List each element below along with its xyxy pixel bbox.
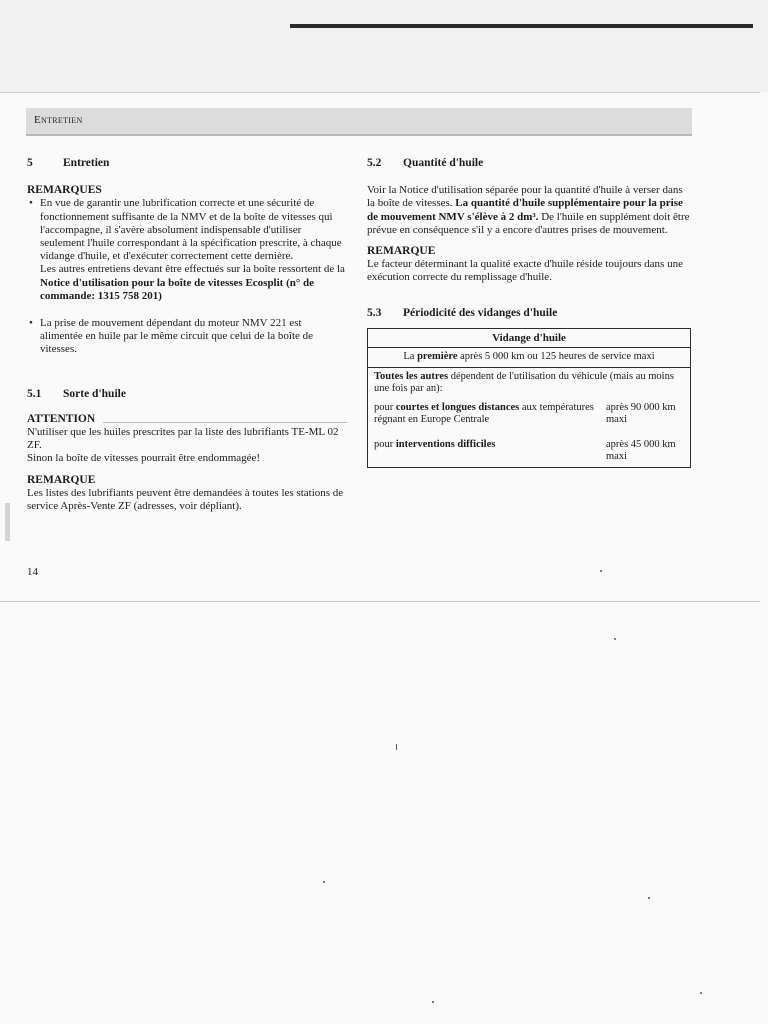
section-number: 5 <box>27 157 33 169</box>
scan-speck <box>614 638 616 640</box>
table-bold-text: première <box>417 351 458 363</box>
table-subrow <box>374 439 684 464</box>
attention-heading <box>27 413 347 426</box>
page-bottom-edge <box>0 601 760 602</box>
quantity-text: Voir la Notice d'utilisation séparée pour la quantité d'huile à verser dans la boîte de vitesses. <box>367 184 683 210</box>
table-text: pour <box>374 438 396 450</box>
remarque-heading: REMARQUE <box>367 245 436 258</box>
section-header-title: Entretien <box>34 114 83 126</box>
quantity-text-end: De l'huile en supplément doit être prévue en conséquence s'il y a encore d'autres prises de mouvement. <box>367 210 690 236</box>
table-row <box>368 368 690 467</box>
attention-text: N'utiliser que les huiles prescrites par la liste des lubrifiants TE-ML 02 ZF. <box>27 426 339 452</box>
section-title: Sorte d'huile <box>63 387 126 400</box>
attention-warning: Sinon la boîte de vitesses pourrait être endommagée! <box>27 452 261 465</box>
quantity-bold-text: La quantité d'huile supplémentaire pour la prise de mouvement NMV s'élève à 2 dm³. <box>367 197 683 223</box>
scan-speck <box>323 881 325 883</box>
scan-edge-mark <box>5 503 10 541</box>
list-item <box>40 317 347 357</box>
table-header: Vidange d'huile <box>368 329 690 349</box>
table-text: aux températures régnant en Europe Centrale <box>374 401 594 426</box>
remarque-heading: REMARQUE <box>27 473 96 486</box>
attention-rule <box>103 416 347 423</box>
scan-speck <box>396 744 397 750</box>
remarque-text: Les listes des lubrifiants peuvent être demandées à toutes les stations de service Après-Vente ZF (adresses, voir dépliant). <box>27 486 344 513</box>
table-bold-text: courtes et longues distances <box>395 401 520 413</box>
section-title: Quantité d'huile <box>403 157 484 169</box>
remarque-text: Le facteur déterminant la qualité exacte d'huile réside toujours dans une exécution correcte du remplissage d'huile. <box>367 258 683 284</box>
scan-margin-top <box>0 0 768 92</box>
table-row <box>368 348 690 368</box>
section-5-1-heading <box>27 388 347 401</box>
table-cell-interval: après 90 000 km maxi <box>606 401 676 426</box>
section-number: 5.1 <box>27 387 42 400</box>
table-text: dépendent de l'utilisation du véhicule (mais au moins une fois par an): <box>374 370 674 395</box>
left-column <box>27 157 347 513</box>
bullet-text: En vue de garantir une lubrification correcte et une sécurité de fonctionnement suffisante de la NMV et de la boîte de vitesses qui l'accompagne, il s'avère absolument indispensable d'utiliser seulement l'huile correspondant à la spécification prescrite, à chaque vidange d'huile, et d'exécuter correctement cette dernière. <box>40 197 342 263</box>
section-5-3-heading <box>367 307 693 320</box>
section-5-heading <box>27 157 347 170</box>
table-text: La <box>403 351 418 363</box>
table-bold-text: Toutes les autres <box>374 370 449 382</box>
attention-label: ATTENTION <box>27 412 96 425</box>
list-item <box>40 197 347 303</box>
section-title: Périodicité des vidanges d'huile <box>403 306 558 319</box>
scan-speck <box>600 570 602 572</box>
table-bold-text: interventions difficiles <box>395 438 496 450</box>
bullet-text: La prise de mouvement dépendant du moteur NMV 221 est alimentée en huile par le même circuit que celui de la boîte de vitesses. <box>40 317 314 356</box>
quantity-paragraph <box>367 184 693 237</box>
bullet-reference-bold: Notice d'utilisation pour la boîte de vitesses Ecosplit (n° de commande: 1315 758 201) <box>40 276 315 302</box>
section-title: Entretien <box>63 157 110 169</box>
remarques-heading: REMARQUES <box>27 184 102 197</box>
scan-speck <box>432 1001 434 1003</box>
table-cell-condition <box>374 439 594 464</box>
section-number: 5.3 <box>367 306 382 319</box>
scan-speck <box>700 992 702 994</box>
table-cell-condition <box>374 402 594 427</box>
bullet-text-continued: Les autres entretiens devant être effectués sur la boîte ressortent de la <box>40 263 345 276</box>
scan-speck <box>648 897 650 899</box>
section-5-2-heading <box>367 157 693 170</box>
remarques-list <box>27 197 347 356</box>
section-header-bar <box>26 108 692 136</box>
table-text: pour <box>374 401 396 413</box>
table-subrow <box>374 402 684 427</box>
top-rule <box>290 24 753 28</box>
table-text: après 5 000 km ou 125 heures de service maxi <box>457 351 655 363</box>
table-cell-interval: après 45 000 km maxi <box>606 438 676 463</box>
section-number: 5.2 <box>367 157 382 169</box>
page-number: 14 <box>27 566 38 578</box>
top-divider <box>0 92 760 93</box>
right-column <box>367 157 693 468</box>
oil-change-table <box>367 328 691 468</box>
